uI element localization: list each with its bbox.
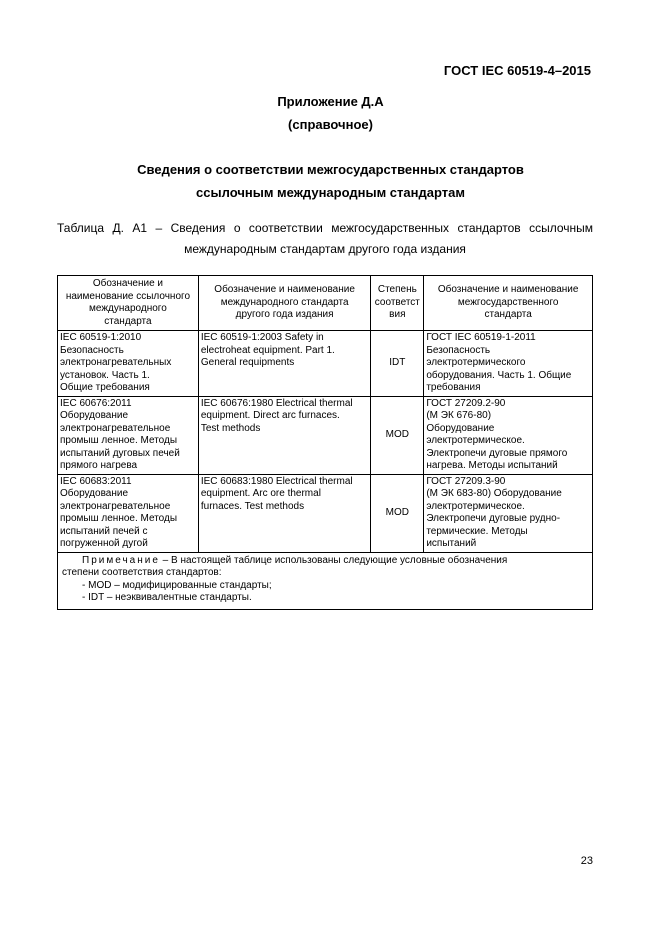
degree-cell: MOD [371,474,424,552]
gost-standard-cell: ГОСТ 27209.2-90 (М ЭК 676-80) Оборудование электротермическое. Электропечи дуговые прямого нагрева. Методы испытаний [424,396,593,474]
page-number: 23 [580,855,593,867]
gost-standard-cell: ГОСТ 27209.3-90 (М ЭК 683-80) Оборудование электротермическое. Электропечи дуговые рудно- термические. Методы испытаний [424,474,593,552]
header-ref-standard: Обозначение и наименование ссылочного международного стандарта [58,276,199,331]
annex-title: Приложение Д.А [277,94,384,109]
gost-standard-cell: ГОСТ IEC 60519-1-2011 Безопасность электротермического оборудования. Часть 1. Общие требования [424,331,593,397]
header-intl-standard: Обозначение и наименование международного стандарта другого года издания [198,276,371,331]
degree-cell: IDT [371,331,424,397]
table-note [58,552,593,609]
heading-line-1: Сведения о соответствии межгосударственных стандартов [137,162,524,177]
table-caption [57,218,593,260]
table-caption-line-2: международным стандартам другого года издания [184,242,466,256]
degree-cell: MOD [371,396,424,474]
table-row [58,396,593,474]
table-caption-line-1: Таблица Д. А1 – Сведения о соответствии межгосударственных стандартов ссылочным [57,221,593,235]
table-row [58,331,593,397]
heading-line-2: ссылочным международным стандартам [196,185,465,200]
intl-standard-cell: IEC 60676:1980 Electrical thermal equipment. Direct arc furnaces. Test methods [198,396,371,474]
header-gost-standard: Обозначение и наименование межгосударственного стандарта [424,276,593,331]
note-text: – В настоящей таблице использованы следующие условные обозначения [159,554,508,566]
table-note-row [58,552,593,609]
intl-standard-cell: IEC 60683:1980 Electrical thermal equipment. Arc ore thermal furnaces. Test methods [198,474,371,552]
ref-standard-cell: IEC 60519-1:2010 Безопасность электронагревательных установок. Часть 1. Общие требования [58,331,199,397]
intl-standard-cell: IEC 60519-1:2003 Safety in electroheat equipment. Part 1. General requipments [198,331,371,397]
note-item: - MOD – модифицированные стандарты; [82,579,272,591]
table-row [58,474,593,552]
annex-subtitle: (справочное) [288,117,373,132]
note-text-continued: степени соответствия стандартов: [62,567,222,578]
ref-standard-cell: IEC 60683:2011 Оборудование электронагревательное промыш ленное. Методы испытаний печей с погруженной дугой [58,474,199,552]
note-label: Примечание [82,554,160,566]
table-header-row [58,276,593,331]
note-item: - IDT – неэквивалентные стандарты. [82,592,252,603]
ref-standard-cell: IEC 60676:2011 Оборудование электронагревательное промыш ленное. Методы испытаний дуговых печей прямого нагрева [58,396,199,474]
standard-designation: ГОСТ IEC 60519-4–2015 [443,63,591,78]
header-degree: Степень соответст вия [371,276,424,331]
standards-table [57,275,593,610]
